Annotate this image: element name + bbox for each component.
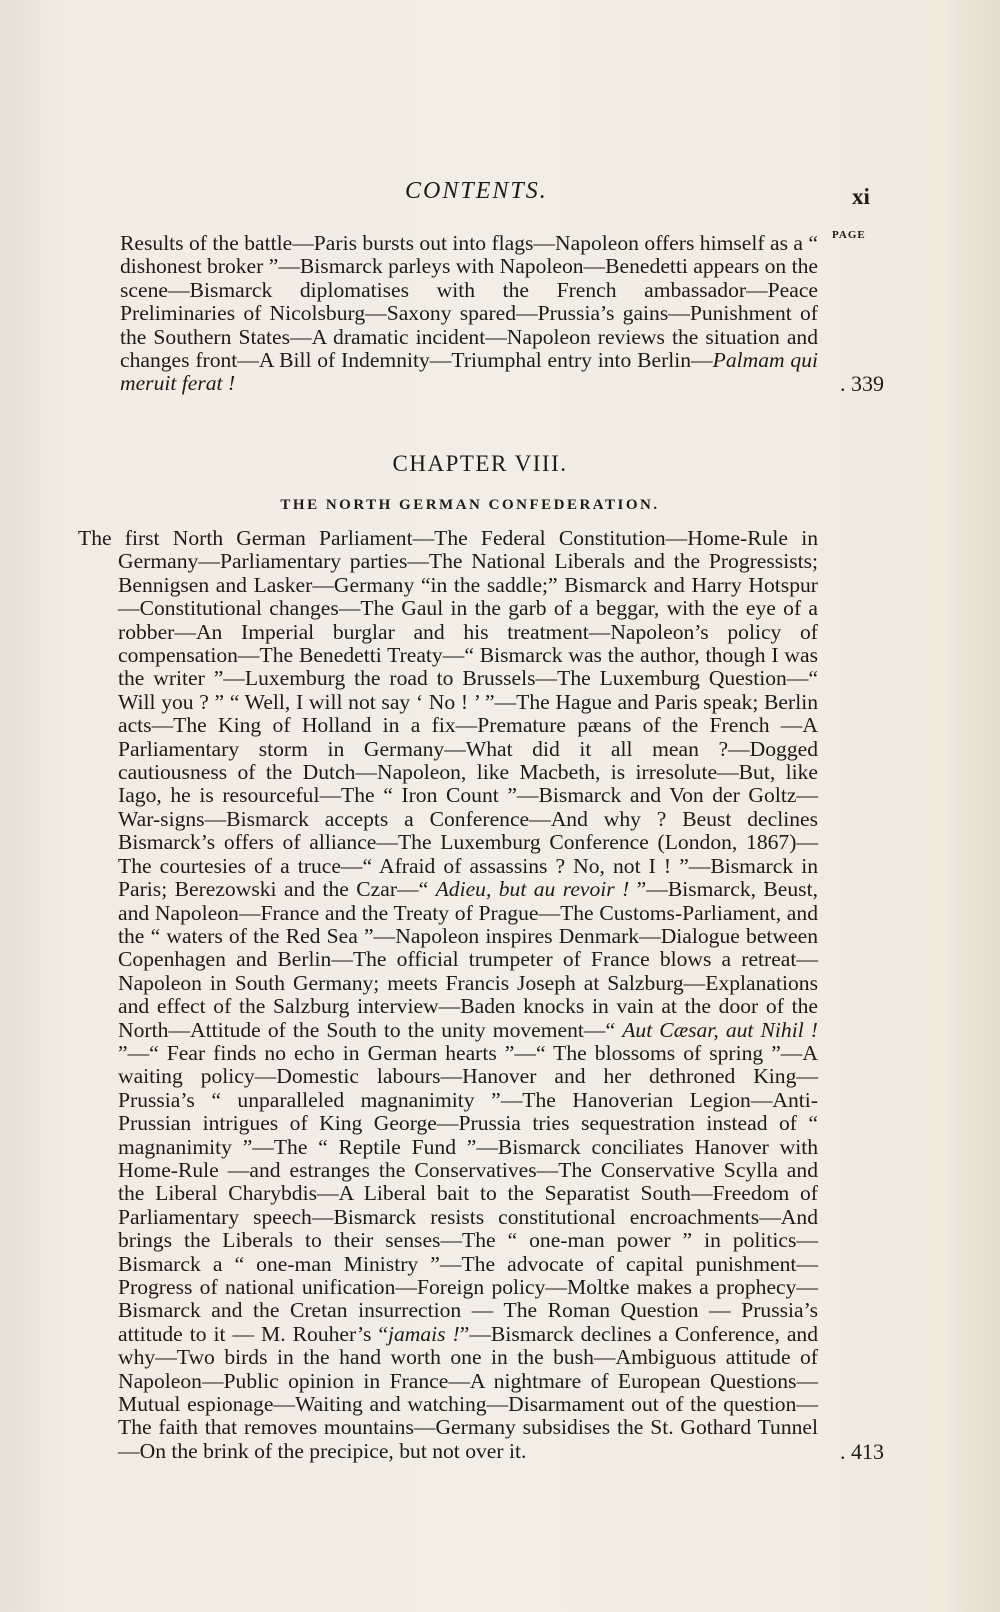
chapter-heading: CHAPTER VIII.: [392, 451, 568, 476]
entry-text: [78, 232, 818, 396]
page-column-label: PAGE: [832, 229, 866, 241]
page-number: xi: [852, 184, 870, 209]
entry-italic-phrase: jamais !: [387, 1321, 460, 1346]
entry-summary: Results of the battle—Paris bursts out into flags—Napoleon offers himself as a “ dishonest broker ”—Bismarck parleys with Napoleon—Benedetti appears on the scene—Bismarck diplomatises with the French ambassador—Peace Preliminaries of Nicolsburg—Saxony spared—Prussia’s gains—Punishment of the Southern States—A dramatic incident—Napoleon reviews the situation and changes front—A Bill of Indemnity—Triumphal entry into Berlin—: [120, 231, 819, 373]
running-head: CONTENTS.: [405, 178, 548, 204]
entry-italic-phrase: Aut Cæsar, aut Nihil !: [622, 1017, 819, 1042]
entry-segment: ”—Bismarck, Beust, and Napoleon—France and the Treaty of Prague—The Customs-Parliament, and the “ waters of the Red Sea ”—Napoleon inspires Denmark—Dialogue between Copenhagen and Berlin—The official trumpeter of France blows a retreat—Napoleon in South Germany; meets Francis Joseph at Salzburg—Explanations and effect of the Salzburg interview—Baden knocks in vain at the door of the North—Attitude of the South to the unity movement—“: [118, 877, 818, 1042]
contents-entry-chapter-viii-summary: [78, 526, 884, 1464]
entry-segment: ”—Bismarck declines a Conference, and why—Two birds in the hand worth one in the bush—Ambiguous attitude of Napoleon—Public opinion in France—A nightmare of European Questions—Mutual espionage—Waiting and watching—Disarmament out of the question—The faith that removes mountains—Germany subsidises the St. Gothard Tunnel—On the brink of the precipice, but not over it.: [118, 1321, 818, 1463]
entry-italic-motto: Palmam qui meruit ferat !: [120, 348, 819, 396]
entry-page-number: . 413: [840, 1438, 884, 1464]
entry-page-number: . 339: [840, 371, 884, 397]
entry-segment: The first North German Parliament—The Federal Constitution—Home-Rule in Germany—Parliamentary parties—The National Liberals and the Progressists; Bennigsen and Lasker—Germany “in the saddle;” Bismarck and Harry Hotspur—Constitutional changes—The Gaul in the garb of a beggar, with the eye of a robber—An Imperial burglar and his treatment—Napoleon’s policy of compensation—The Benedetti Treaty—“ Bismarck was the author, though I was the writer ”—Luxemburg the road to Brussels—The Luxemburg Question—“ Will you ? ” “ Well, I will not say ‘ No ! ’ ”—The Hague and Paris speak; Berlin acts—The King of Holland in a fix—Premature pæans of the French —A Parliamentary storm in Germany—What did it all mean ?—Dogged cautiousness of the Dutch—Napoleon, like Macbeth, is irresolute—But, like Iago, he is resourceful—The “ Iron Count ”—Bismarck and Von der Goltz—War-signs—Bismarck accepts a Conference—And why ? Beust declines Bismarck’s offers of alliance—The Luxemburg Conference (London, 1867)—The courtesies of a truce—“ Afraid of assassins ? No, not I ! ”—Bismarck in Paris; Berezowski and the Czar—“: [78, 526, 818, 902]
entry-segment: ”—“ Fear finds no echo in German hearts ”—“ The blossoms of spring ”—A waiting policy—Domestic labours—Hanover and her dethroned King—Prussia’s “ unparalleled magnanimity ”—The Hanoverian Legion—Anti-Prussian intrigues of King George—Prussia tries sequestration instead of “ magnanimity ”—The “ Reptile Fund ”—Bismarck conciliates Hanover with Home-Rule —and estranges the Conservatives—The Conservative Scylla and the Liberal Charybdis—A Liberal bait to the Separatist South—Freedom of Parliamentary speech—Bismarck resists constitutional encroachments—And brings the Liberals to their senses—The “ one-man power ” in politics—Bismarck a “ one-man Ministry ”—The advocate of capital punishment—Progress of national unification—Foreign policy—Moltke makes a prophecy—Bismarck and the Cretan insurrection — The Roman Question — Prussia’s attitude to it — M. Rouher’s “: [118, 1040, 818, 1346]
chapter-title: THE NORTH GERMAN CONFEDERATION.: [280, 497, 660, 513]
entry-text: [78, 527, 818, 1463]
entry-italic-phrase: Adieu, but au revoir !: [435, 877, 630, 902]
